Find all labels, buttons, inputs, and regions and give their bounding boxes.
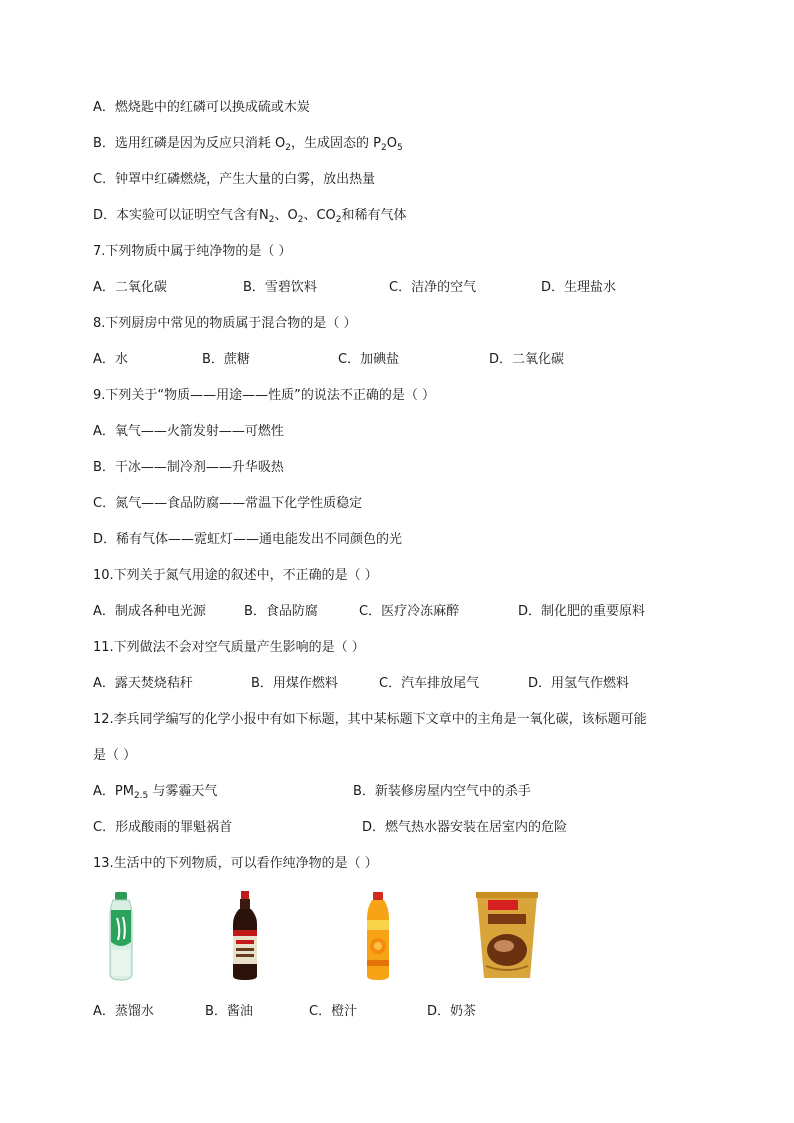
q10-option-d: D．制化肥的重要原料 bbox=[518, 604, 646, 619]
q8-option-a: A．水 bbox=[93, 352, 128, 367]
q9-option-d: D．稀有气体——霓虹灯——通电能发出不同颜色的光 bbox=[93, 532, 403, 547]
milk-tea-cup-image bbox=[474, 890, 540, 982]
q10-option-b: B．食品防腐 bbox=[244, 604, 318, 619]
text: 与雾霾天气 bbox=[148, 784, 218, 799]
subscript: 5 bbox=[396, 143, 403, 153]
subscript: 2 bbox=[297, 215, 304, 225]
subscript: 2 bbox=[285, 143, 292, 153]
q7-option-c: C．洁净的空气 bbox=[389, 280, 477, 295]
q7-option-b: B．雪碧饮料 bbox=[243, 280, 317, 295]
question-8: 8.下列厨房中常见的物质属于混合物的是（ ） bbox=[93, 316, 357, 331]
text: D．本实验可以证明空气含有N bbox=[93, 208, 269, 223]
subscript: 2 bbox=[268, 215, 275, 225]
q7-option-d: D．生理盐水 bbox=[541, 280, 617, 295]
q13-option-a: A．蒸馏水 bbox=[93, 1004, 154, 1019]
q13-option-c: C．橙汁 bbox=[309, 1004, 358, 1019]
q11-option-b: B．用煤作燃料 bbox=[251, 676, 338, 691]
subscript: 2.5 bbox=[133, 791, 149, 801]
subscript: 2 bbox=[335, 215, 342, 225]
option-line bbox=[93, 207, 407, 225]
soy-sauce-bottle-image bbox=[227, 890, 263, 982]
text: 和稀有气体 bbox=[341, 208, 407, 223]
q12-option-a bbox=[93, 783, 217, 801]
text: 、O bbox=[274, 208, 298, 223]
question-12-line-1: 12.李兵同学编写的化学小报中有如下标题，其中某标题下文章中的主角是一氧化碳，该标题可能 bbox=[93, 712, 647, 727]
q13-option-b: B．酱油 bbox=[205, 1004, 253, 1019]
q9-option-c: C．氮气——食品防腐——常温下化学性质稳定 bbox=[93, 496, 363, 511]
q11-option-c: C．汽车排放尾气 bbox=[379, 676, 480, 691]
q7-option-a: A．二氧化碳 bbox=[93, 280, 167, 295]
q9-option-a: A．氧气——火箭发射——可燃性 bbox=[93, 424, 284, 439]
text: A．PM bbox=[93, 784, 134, 799]
question-13: 13.生活中的下列物质，可以看作纯净物的是（ ） bbox=[93, 856, 378, 871]
q10-option-a: A．制成各种电光源 bbox=[93, 604, 206, 619]
q11-option-d: D．用氢气作燃料 bbox=[528, 676, 630, 691]
subscript: 2 bbox=[381, 143, 387, 153]
q12-option-d: D．燃气热水器安装在居室内的危险 bbox=[362, 820, 568, 835]
q8-option-c: C．加碘盐 bbox=[338, 352, 400, 367]
q11-option-a: A．露天焚烧秸秆 bbox=[93, 676, 193, 691]
q10-option-c: C．医疗冷冻麻醉 bbox=[359, 604, 460, 619]
text: ，生成固态的 P bbox=[291, 136, 382, 151]
option-line: A．燃烧匙中的红磷可以换成硫或木炭 bbox=[93, 100, 310, 115]
question-7: 7.下列物质中属于纯净物的是（ ） bbox=[93, 244, 292, 259]
text: 、CO bbox=[303, 208, 336, 223]
q13-option-d: D．奶茶 bbox=[427, 1004, 477, 1019]
q12-option-c: C．形成酸雨的罪魁祸首 bbox=[93, 820, 233, 835]
option-line: C．钟罩中红磷燃烧，产生大量的白雾，放出热量 bbox=[93, 172, 376, 187]
q9-option-b: B．干冰——制冷剂——升华吸热 bbox=[93, 460, 284, 475]
q8-option-b: B．蔗糖 bbox=[202, 352, 250, 367]
q8-option-d: D．二氧化碳 bbox=[489, 352, 565, 367]
orange-juice-bottle-image bbox=[362, 890, 394, 982]
distilled-water-bottle-image bbox=[104, 890, 138, 982]
question-11: 11.下列做法不会对空气质量产生影响的是（ ） bbox=[93, 640, 365, 655]
text: B．选用红磷是因为反应只消耗 O bbox=[93, 136, 286, 151]
question-9: 9.下列关于“物质——用途——性质”的说法不正确的是（ ） bbox=[93, 388, 436, 403]
text: O bbox=[386, 136, 397, 151]
question-12-line-2: 是（ ） bbox=[93, 748, 137, 763]
q12-option-b: B．新装修房屋内空气中的杀手 bbox=[353, 784, 531, 799]
option-line bbox=[93, 135, 403, 153]
question-10: 10.下列关于氮气用途的叙述中，不正确的是（ ） bbox=[93, 568, 378, 583]
